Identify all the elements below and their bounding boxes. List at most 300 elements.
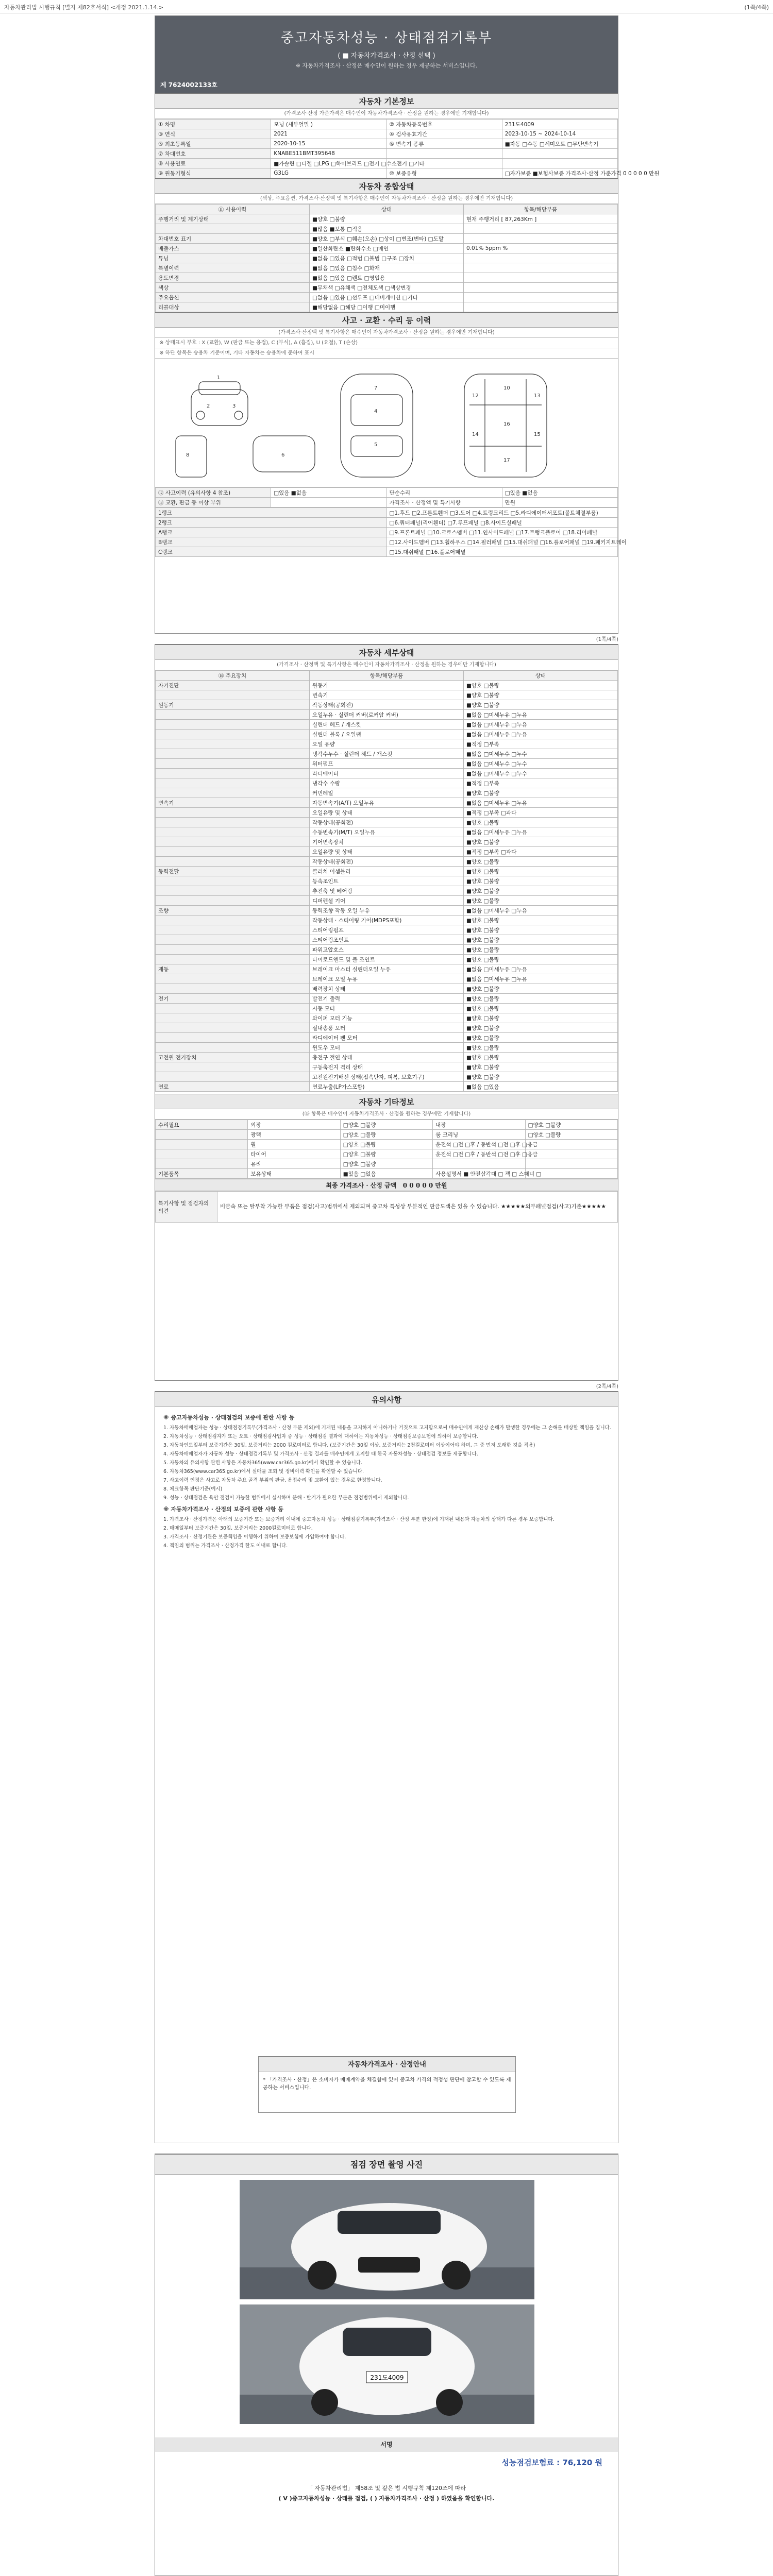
accident-rank-row bbox=[156, 537, 618, 547]
accident-rank-row bbox=[156, 528, 618, 537]
other-info-cell: 휠 bbox=[248, 1140, 340, 1149]
detail-status-cell: 작동상태(공회전) bbox=[310, 818, 464, 827]
overall-status-row bbox=[156, 253, 618, 263]
detail-status-cell bbox=[156, 847, 310, 857]
overall-status-cell: 주요옵션 bbox=[156, 293, 310, 302]
detail-status-cell: ■없음 □미세누유 □누유 bbox=[464, 974, 618, 984]
page-marker-1: (1쪽/4쪽) bbox=[596, 637, 618, 642]
detail-status-row bbox=[156, 798, 618, 808]
detail-status-cell: 오일유량 및 상태 bbox=[310, 847, 464, 857]
basic-info-cell: ③ 연식 bbox=[156, 129, 271, 139]
svg-text:3: 3 bbox=[232, 403, 236, 409]
detail-status-cell: 동력조향 작동 오일 누유 bbox=[310, 906, 464, 916]
detail-status-row bbox=[156, 749, 618, 759]
detail-status-row bbox=[156, 681, 618, 690]
accident-rank-cell: 1랭크 bbox=[156, 508, 387, 518]
page-1 bbox=[155, 15, 660, 634]
detail-status-cell bbox=[156, 788, 310, 798]
basic-info-cell: G3LG bbox=[271, 168, 386, 178]
detail-status-cell: ■양호 □불량 bbox=[464, 1013, 618, 1023]
accident-history-note: (가격조사·산정액 및 특기사항은 매수인이 자동차가격조사 · 산정을 원하는 경우에만 기재합니다) bbox=[155, 328, 618, 338]
detail-status-cell: 워터펌프 bbox=[310, 759, 464, 769]
detail-status-row bbox=[156, 1013, 618, 1023]
basic-info-cell: ⑨ 원동기형식 bbox=[156, 168, 271, 178]
footer-line-2: ( V )중고자동차성능 · 상태를 점검, ( ) 자동차가격조사 · 산정 ) 하였음을 확인합니다. bbox=[278, 2495, 495, 2502]
svg-text:7: 7 bbox=[374, 385, 378, 391]
other-info-heading: 자동차 기타정보 bbox=[155, 1094, 618, 1109]
other-info-cell: 광택 bbox=[248, 1130, 340, 1140]
basic-info-cell bbox=[502, 149, 617, 159]
detail-status-row bbox=[156, 886, 618, 896]
overall-status-cell: 특별이력 bbox=[156, 263, 310, 273]
final-price-label: 최종 가격조사 · 산정 금액 bbox=[326, 1182, 397, 1189]
signature-label: 서명 bbox=[155, 2437, 618, 2452]
overall-status-cell bbox=[464, 234, 618, 244]
detail-status-cell bbox=[156, 730, 310, 739]
overall-status-row bbox=[156, 283, 618, 293]
svg-text:6: 6 bbox=[281, 452, 285, 458]
detail-status-cell: ■양호 □불량 bbox=[464, 818, 618, 827]
other-info-row bbox=[156, 1159, 618, 1169]
detail-status-cell: 연료누출(LP가스포함) bbox=[310, 1082, 464, 1092]
other-info-row bbox=[156, 1169, 618, 1179]
accident-rank-cell: □9.프론트패널 □10.크로스멤버 □11.인사이드패널 □17.트렁크플로어 □18.리어패널 bbox=[386, 528, 618, 537]
detail-status-cell: 추진축 및 베어링 bbox=[310, 886, 464, 896]
detail-status-cell: 시동 모터 bbox=[310, 1004, 464, 1013]
overall-status-cell: ■양호 □불량 bbox=[310, 214, 464, 224]
overall-status-cell: 0.01% 5ppm % bbox=[464, 244, 618, 253]
basic-info-cell: ④ 검사유효기간 bbox=[386, 129, 502, 139]
detail-status-cell: ■양호 □불량 bbox=[464, 690, 618, 700]
detail-status-cell bbox=[156, 759, 310, 769]
other-info-row bbox=[156, 1120, 618, 1130]
overall-status-cell: ■많음 ■보통 □적음 bbox=[310, 224, 464, 234]
detail-status-cell: ■없음 □미세누유 □누유 bbox=[464, 730, 618, 739]
detail-status-cell bbox=[156, 739, 310, 749]
notice-item: 1. 자동차매매업자는 성능 · 상태점검기록부(가격조사 · 산정 부분 제외)에 기재된 내용을 고지하지 아니하거나 거짓으로 고지함으로써 매수인에게 재산상 손해가 발생한 경우에는 그 손해를 배상할 책임을 집니다. bbox=[163, 1425, 611, 1431]
overall-status-row bbox=[156, 244, 618, 253]
detail-status-cell bbox=[156, 974, 310, 984]
basic-info-row bbox=[156, 168, 618, 178]
detail-status-row bbox=[156, 994, 618, 1004]
basic-info-cell: ⑦ 차대번호 bbox=[156, 149, 271, 159]
svg-text:15: 15 bbox=[534, 432, 541, 437]
other-info-table bbox=[155, 1120, 618, 1179]
detail-status-cell: ■양호 □불량 bbox=[464, 1004, 618, 1013]
detail-status-header-cell: 상태 bbox=[464, 671, 618, 681]
other-info-cell bbox=[433, 1159, 525, 1169]
other-info-cell: □양호 □불량 bbox=[340, 1130, 432, 1140]
other-info-cell: □양호 □불량 bbox=[340, 1149, 432, 1159]
detail-status-cell: 디퍼렌셜 기어 bbox=[310, 896, 464, 906]
detail-status-cell bbox=[156, 1043, 310, 1053]
overall-status-row bbox=[156, 234, 618, 244]
detail-status-cell: 동력전달 bbox=[156, 867, 310, 876]
notice-item: 9. 성능 · 상태점검은 육안 점검이 가능한 범위에서 실시하며 분해 · 탈거가 필요한 부분은 점검범위에서 제외합니다. bbox=[163, 1495, 409, 1501]
pricing-guide-box bbox=[258, 2056, 516, 2113]
detail-status-cell: ■양호 □불량 bbox=[464, 788, 618, 798]
overall-status-cell bbox=[464, 283, 618, 293]
accident-rank-cell: A랭크 bbox=[156, 528, 387, 537]
other-info-cell: 유리 bbox=[248, 1159, 340, 1169]
other-info-cell: 기본품목 bbox=[156, 1169, 248, 1179]
detail-status-cell: ■없음 □미세누유 □누유 bbox=[464, 720, 618, 730]
detail-status-row bbox=[156, 955, 618, 964]
accident-summary-table bbox=[155, 487, 618, 507]
page-header-bar bbox=[0, 0, 773, 13]
other-info-cell: □양호 □불량 bbox=[340, 1120, 432, 1130]
detail-status-cell: 등속조인트 bbox=[310, 876, 464, 886]
detail-status-cell: ■양호 □불량 bbox=[464, 1033, 618, 1043]
detail-status-cell bbox=[156, 808, 310, 818]
detail-status-cell: ■양호 □불량 bbox=[464, 876, 618, 886]
detail-status-cell bbox=[156, 1004, 310, 1013]
form-reference: 자동차관리법 시행규칙 [별지 제82호서식] <개정 2021.1.14.> bbox=[4, 4, 164, 11]
notice-item: 1. 가격조사 · 산정가격은 아래의 보증기간 또는 보증거리 이내에 중고자동차 성능 · 상태점검기록부(가격조사 · 산정 부분 한정)에 기재된 내용과 자동차의 상태가 다른 경우 보증합니다. bbox=[163, 1517, 554, 1522]
detail-status-cell: 변속기 bbox=[310, 690, 464, 700]
detail-status-cell: 작동상태(공회전) bbox=[310, 700, 464, 710]
detail-status-cell: 고전원전기배선 상태(접속단자, 피복, 보호기구) bbox=[310, 1072, 464, 1082]
basic-info-cell: □자가보증 ■보험사보증 가격조사·산정 가준가격 0 0 0 0 0 만원 bbox=[502, 168, 617, 178]
detail-status-cell bbox=[156, 876, 310, 886]
detail-status-cell bbox=[156, 710, 310, 720]
other-info-row bbox=[156, 1140, 618, 1149]
detail-status-cell: ■없음 □미세누유 □누유 bbox=[464, 710, 618, 720]
detail-status-cell bbox=[156, 896, 310, 906]
detail-status-cell: 연료 bbox=[156, 1082, 310, 1092]
detail-status-cell: 발전기 출력 bbox=[310, 994, 464, 1004]
detail-status-row bbox=[156, 916, 618, 925]
detail-status-cell bbox=[156, 916, 310, 925]
detail-status-cell: ■양호 □불량 bbox=[464, 935, 618, 945]
detail-status-cell: 오일누유 · 실린더 커버(로커암 커버) bbox=[310, 710, 464, 720]
overall-status-cell bbox=[464, 263, 618, 273]
detail-status-cell: 브레이크 오일 누유 bbox=[310, 974, 464, 984]
svg-text:10: 10 bbox=[503, 385, 510, 391]
accident-rank-row bbox=[156, 547, 618, 557]
detail-status-row bbox=[156, 935, 618, 945]
detail-status-row bbox=[156, 906, 618, 916]
detail-status-cell: 배력장치 상태 bbox=[310, 984, 464, 994]
overall-status-header-cell: 상태 bbox=[310, 205, 464, 214]
detail-status-cell: 고전원 전기장치 bbox=[156, 1053, 310, 1062]
detail-status-cell: ■양호 □불량 bbox=[464, 994, 618, 1004]
inspection-photo-rear bbox=[240, 2304, 534, 2424]
detail-status-row bbox=[156, 1062, 618, 1072]
basic-info-note: (가격조사·산정 가준가격은 매수인이 자동차가격조사 · 산정을 원하는 경우에만 기재합니다) bbox=[155, 109, 618, 119]
accident-rank-cell: □1.후드 □2.프론트휀더 □3.도어 □4.트렁크리드 □5.라디에이터서포트(볼트체결부품) bbox=[386, 508, 618, 518]
notice-sub2: ※ 자동차가격조사 · 산정의 보증에 관한 사항 등 bbox=[163, 1506, 283, 1513]
notice-sub1: ※ 중고자동차성능 · 상태점검의 보증에 관한 사항 등 bbox=[163, 1414, 295, 1421]
page-marker-2: (2쪽/4쪽) bbox=[596, 1384, 618, 1389]
overall-status-cell bbox=[464, 273, 618, 283]
notice-item: 4. 책임의 범위는 가격조사 · 산정가격 한도 이내로 합니다. bbox=[163, 1543, 288, 1549]
detail-status-cell: 실린더 헤드 / 개스킷 bbox=[310, 720, 464, 730]
accident-legend: ※ 상태표시 부호 : X (교환), W (판금 또는 용접), C (부식), A (흠집), U (요철), T (손상) bbox=[155, 338, 618, 348]
detail-status-cell: ■없음 □미세누유 □누유 bbox=[464, 906, 618, 916]
overall-status-cell bbox=[156, 224, 310, 234]
detail-status-cell: ■양호 □불량 bbox=[464, 916, 618, 925]
other-info-cell: 운전석 □전 □후 / 동반석 □전 □후 □응급 bbox=[433, 1149, 525, 1159]
overall-status-cell: 색상 bbox=[156, 283, 310, 293]
basic-info-cell: 모닝 (새부얼밀 ) bbox=[271, 120, 386, 129]
document-subtitle: ( ■ 자동차가격조사 · 산정 선택 ) bbox=[338, 52, 435, 60]
basic-info-cell: KNABE511BMT395648 bbox=[271, 149, 386, 159]
detail-status-row bbox=[156, 720, 618, 730]
detail-status-row bbox=[156, 769, 618, 778]
detail-status-cell: 와이퍼 모터 기능 bbox=[310, 1013, 464, 1023]
detail-status-cell: 전기 bbox=[156, 994, 310, 1004]
detail-status-row bbox=[156, 1043, 618, 1053]
overall-status-cell: 배출가스 bbox=[156, 244, 310, 253]
notice-item: 2. 자동차성능 · 상태점검자가 또는 오토 · 상태점검사업자 중 성능 · 상태점검 결과에 대하여는 자동차성능 · 상태점검보증보험에 의하여 보증합니다. bbox=[163, 1434, 478, 1439]
accident-summary-cell bbox=[271, 498, 386, 507]
basic-info-row bbox=[156, 159, 618, 168]
detail-status-cell: ■양호 □불량 bbox=[464, 1023, 618, 1033]
svg-text:12: 12 bbox=[472, 393, 479, 399]
detail-status-cell: 타이로드엔드 및 볼 조인트 bbox=[310, 955, 464, 964]
overall-status-heading: 자동차 종합상태 bbox=[155, 178, 618, 194]
accident-history-heading: 사고 · 교환 · 수리 등 이력 bbox=[155, 312, 618, 328]
detail-status-cell: 자기진단 bbox=[156, 681, 310, 690]
detail-status-cell: 라디에이터 bbox=[310, 769, 464, 778]
detail-status-cell: 실내송풍 모터 bbox=[310, 1023, 464, 1033]
detail-status-cell: 실린더 블록 / 오일팬 bbox=[310, 730, 464, 739]
detail-status-row bbox=[156, 778, 618, 788]
detail-status-cell bbox=[156, 1013, 310, 1023]
detail-status-cell: 스티어링펌프 bbox=[310, 925, 464, 935]
detail-status-row bbox=[156, 847, 618, 857]
detail-status-row bbox=[156, 945, 618, 955]
overall-status-cell: ■무채색 □유채색 □전체도색 □색상변경 bbox=[310, 283, 464, 293]
detail-status-row bbox=[156, 1082, 618, 1092]
detail-status-row bbox=[156, 984, 618, 994]
notice-list-1 bbox=[163, 1425, 610, 1502]
other-info-cell: 룸 크리닝 bbox=[433, 1130, 525, 1140]
detail-status-row bbox=[156, 1004, 618, 1013]
detail-status-row bbox=[156, 759, 618, 769]
svg-text:2: 2 bbox=[207, 403, 210, 409]
detail-status-cell: 원동기 bbox=[310, 681, 464, 690]
detail-status-cell bbox=[156, 1023, 310, 1033]
detail-status-cell: ■적정 □부족 bbox=[464, 778, 618, 788]
detail-status-cell bbox=[156, 886, 310, 896]
basic-info-cell: ② 자동차등록번호 bbox=[386, 120, 502, 129]
overall-status-cell bbox=[464, 302, 618, 312]
detail-status-cell: 윈도우 모터 bbox=[310, 1043, 464, 1053]
document-note: ※ 자동차가격조사 · 산정은 매수인이 원하는 경우 제공하는 서비스입니다. bbox=[295, 62, 478, 69]
detail-status-cell bbox=[156, 935, 310, 945]
car-front-illustration bbox=[240, 2180, 534, 2299]
detail-status-row bbox=[156, 739, 618, 749]
car-rear-illustration bbox=[240, 2304, 534, 2424]
detail-status-row bbox=[156, 896, 618, 906]
detail-status-cell: 조향 bbox=[156, 906, 310, 916]
overall-status-cell: 리콜대상 bbox=[156, 302, 310, 312]
overall-status-cell: ■없음 □있음 □렌트 □영업용 bbox=[310, 273, 464, 283]
detail-status-cell bbox=[156, 827, 310, 837]
document-title-box bbox=[155, 16, 618, 93]
detail-status-row bbox=[156, 837, 618, 847]
svg-text:17: 17 bbox=[503, 457, 510, 463]
other-info-cell bbox=[156, 1130, 248, 1140]
accident-summary-cell: ⑬ 교환, 판금 등 이상 부위 bbox=[156, 498, 271, 507]
detail-status-cell: ■양호 □불량 bbox=[464, 896, 618, 906]
detail-status-header-cell: ⑭ 주요장치 bbox=[156, 671, 310, 681]
inspection-photo-front bbox=[240, 2180, 534, 2299]
accident-summary-row bbox=[156, 498, 618, 507]
overall-status-cell: ■양호 □부식 □훼손(오손) □상이 □변조(변타) □도말 bbox=[310, 234, 464, 244]
detail-status-cell: ■양호 □불량 bbox=[464, 955, 618, 964]
detail-status-row bbox=[156, 925, 618, 935]
basic-info-cell: ⑩ 보증유형 bbox=[386, 168, 502, 178]
basic-info-cell: ⑧ 사용연료 bbox=[156, 159, 271, 168]
accident-summary-cell: □있음 ■없음 bbox=[271, 488, 386, 498]
overall-status-row bbox=[156, 224, 618, 234]
accident-rank-cell: C랭크 bbox=[156, 547, 387, 557]
notice-item: 4. 자동차매매업자가 자동차 성능 · 상태점검기록부 및 가격조사 · 산정 결과를 매수인에게 고지할 때 한국 자동차성능 · 상태점검 정보를 제공합니다. bbox=[163, 1451, 478, 1457]
insurance-fee: 성능점검보험료 : 76,120 원 bbox=[501, 2458, 602, 2467]
detail-status-cell bbox=[156, 925, 310, 935]
notice-item: 3. 자동차인도일부터 보증기간은 30일, 보증거리는 2000 킬로미터로 합니다. (보증기간은 30일 이상, 보증거리는 2천킬로미터 이상이어야 하며, 그 중 먼저 도래한 것을 적용) bbox=[163, 1443, 535, 1448]
overall-status-cell bbox=[464, 293, 618, 302]
detail-status-cell: 클러치 어셈블리 bbox=[310, 867, 464, 876]
basic-info-cell: 2021 bbox=[271, 129, 386, 139]
detail-status-cell: ■없음 □있음 bbox=[464, 1082, 618, 1092]
document-title: 중고자동차성능 · 상태점검기록부 bbox=[280, 30, 493, 46]
notice-item: 8. 체크항목 판단기준(예시) bbox=[163, 1486, 223, 1492]
detail-status-cell: ■양호 □불량 bbox=[464, 700, 618, 710]
detail-status-header bbox=[156, 671, 618, 681]
pricing-guide-text: * 「가격조사 · 산정」은 소비자가 매매계약을 체결함에 있어 중고차 가격의 적정성 판단에 참고할 수 있도록 제공하는 서비스입니다. bbox=[263, 2077, 511, 2091]
detail-status-cell bbox=[156, 749, 310, 759]
detail-status-cell: ■양호 □불량 bbox=[464, 945, 618, 955]
detail-status-cell: ■없음 □미세누유 □누유 bbox=[464, 798, 618, 808]
overall-status-cell: 튜닝 bbox=[156, 253, 310, 263]
other-info-cell bbox=[156, 1159, 248, 1169]
detail-status-cell: 구동축전지 격리 상태 bbox=[310, 1062, 464, 1072]
basic-info-cell: ■자동 □수동 □세미오토 □무단변속기 bbox=[502, 139, 617, 149]
detail-status-cell: ■양호 □불량 bbox=[464, 837, 618, 847]
accident-rank-row bbox=[156, 518, 618, 528]
other-info-cell: 내장 bbox=[433, 1120, 525, 1130]
detail-status-row bbox=[156, 710, 618, 720]
detail-status-cell: ■없음 □미세누수 □누수 bbox=[464, 759, 618, 769]
notice-item: 2. 매매일부터 보증기간은 30일, 보증거리는 2000킬로미터로 합니다. bbox=[163, 1526, 313, 1531]
detail-status-cell: ■없음 □미세누유 □누유 bbox=[464, 964, 618, 974]
other-info-cell: 사용설명서 ■ 안전삼각대 □ 잭 □ 스패너 □ bbox=[433, 1169, 525, 1179]
notice-item: 3. 가격조사 · 산정기관은 보증책임을 이행하기 위하여 보증보험에 가입하여야 합니다. bbox=[163, 1534, 346, 1540]
svg-text:5: 5 bbox=[374, 442, 378, 448]
detail-status-row bbox=[156, 857, 618, 867]
detail-status-cell: ■적정 □부족 bbox=[464, 739, 618, 749]
license-plate: 231도4009 bbox=[370, 2374, 404, 2381]
svg-text:13: 13 bbox=[534, 393, 541, 399]
detail-status-row bbox=[156, 690, 618, 700]
detail-status-header-cell: 항목/해당부품 bbox=[310, 671, 464, 681]
basic-info-cell bbox=[502, 159, 617, 168]
final-price-value: 0 0 0 0 0 만원 bbox=[402, 1182, 447, 1189]
detail-status-row bbox=[156, 1033, 618, 1043]
overall-status-cell: ■없음 □있음 □적법 □불법 □구조 □장치 bbox=[310, 253, 464, 263]
overall-status-row bbox=[156, 214, 618, 224]
detail-status-cell bbox=[156, 837, 310, 847]
basic-info-row bbox=[156, 149, 618, 159]
detail-status-row bbox=[156, 1023, 618, 1033]
overall-status-cell: ■해당없음 □해당 □이행 □미이행 bbox=[310, 302, 464, 312]
detail-status-cell: ■양호 □불량 bbox=[464, 1062, 618, 1072]
svg-text:14: 14 bbox=[472, 432, 479, 437]
detail-status-cell: ■없음 □미세누수 □누수 bbox=[464, 769, 618, 778]
detail-status-cell: 변속기 bbox=[156, 798, 310, 808]
detail-status-cell: 원동기 bbox=[156, 700, 310, 710]
overall-status-table bbox=[155, 204, 618, 312]
basic-info-cell: 231도4009 bbox=[502, 120, 617, 129]
detail-status-table bbox=[155, 670, 618, 1092]
detail-status-row bbox=[156, 1072, 618, 1082]
detail-status-cell bbox=[156, 1072, 310, 1082]
overall-status-row bbox=[156, 263, 618, 273]
accident-summary-cell: 단순수리 bbox=[386, 488, 502, 498]
detail-status-cell: ■양호 □불량 bbox=[464, 886, 618, 896]
detail-status-cell: ■양호 □불량 bbox=[464, 867, 618, 876]
accident-summary-cell: 가격조사 · 산정액 및 특기사항 bbox=[386, 498, 502, 507]
photo-heading: 점검 장면 촬영 사진 bbox=[155, 2154, 618, 2175]
other-info-cell: □양호 □불량 bbox=[525, 1120, 617, 1130]
overall-status-cell bbox=[464, 253, 618, 263]
detail-status-cell: ■양호 □불량 bbox=[464, 681, 618, 690]
overall-status-row bbox=[156, 302, 618, 312]
detail-status-cell: ■없음 □미세누수 □누수 bbox=[464, 749, 618, 759]
detail-status-cell: 기어변속장치 bbox=[310, 837, 464, 847]
overall-status-cell: ■없음 □있음 □침수 □화재 bbox=[310, 263, 464, 273]
other-info-row bbox=[156, 1149, 618, 1159]
detail-status-cell: ■양호 □불량 bbox=[464, 857, 618, 867]
overall-status-header-cell: ⑪ 사용이력 bbox=[156, 205, 310, 214]
accident-summary-cell: 만원 bbox=[502, 498, 617, 507]
detail-status-row bbox=[156, 730, 618, 739]
other-info-cell: □양호 □불량 bbox=[525, 1130, 617, 1140]
basic-info-row bbox=[156, 129, 618, 139]
other-info-cell bbox=[156, 1149, 248, 1159]
overall-status-cell: □없음 □있음 □선루프 □네비게이션 □기타 bbox=[310, 293, 464, 302]
other-info-cell bbox=[525, 1140, 617, 1149]
overall-status-cell: 현재 주행거리 [ 87,263Km ] bbox=[464, 214, 618, 224]
footer-line-1: 「 자동차관리법」 제58조 및 같은 법 시행규칙 제120조에 따라 bbox=[307, 2485, 466, 2492]
basic-info-heading: 자동차 기본정보 bbox=[155, 93, 618, 109]
accident-summary-cell: □있음 ■없음 bbox=[502, 488, 617, 498]
detail-status-cell: 라디에이터 팬 모터 bbox=[310, 1033, 464, 1043]
notice-item: 7. 사고이력 인정은 사고로 자동차 주요 골격 부위의 판금, 용접수리 및 교환이 있는 경우로 한정합니다. bbox=[163, 1478, 382, 1483]
detail-status-heading: 자동차 세부상태 bbox=[155, 645, 618, 660]
detail-status-cell bbox=[156, 1062, 310, 1072]
detail-status-cell bbox=[156, 945, 310, 955]
special-notes-text: 비금속 또는 탈부착 가능한 부품은 점검(사고)범위에서 제외되며 중고차 특성상 부분적인 판금도색은 있을 수 있습니다. ★★★★★외부패널점검(사고)기준★★★★★ bbox=[217, 1192, 618, 1223]
document-number: 제 7624002133호 bbox=[160, 81, 217, 89]
basic-info-cell: ■가솔린 □디젤 □LPG □하이브리드 □전기 □수소전기 □기타 bbox=[271, 159, 386, 168]
detail-status-cell: ■양호 □불량 bbox=[464, 925, 618, 935]
detail-status-cell: ■양호 □불량 bbox=[464, 1053, 618, 1062]
special-notes-table bbox=[155, 1191, 618, 1223]
detail-status-row bbox=[156, 788, 618, 798]
overall-status-cell: 용도변경 bbox=[156, 273, 310, 283]
other-info-cell bbox=[525, 1149, 617, 1159]
accident-rank-cell: □12.사이드멤버 □13.휠하우스 □14.필러패널 □15.대쉬패널 □16.플로어패널 □19.패키지트레이 bbox=[386, 537, 618, 547]
other-info-cell: □양호 □불량 bbox=[340, 1140, 432, 1149]
detail-status-cell: ■적정 □부족 □과다 bbox=[464, 808, 618, 818]
detail-status-row bbox=[156, 827, 618, 837]
pricing-guide-heading: 자동차가격조사 · 산정안내 bbox=[259, 2057, 515, 2072]
